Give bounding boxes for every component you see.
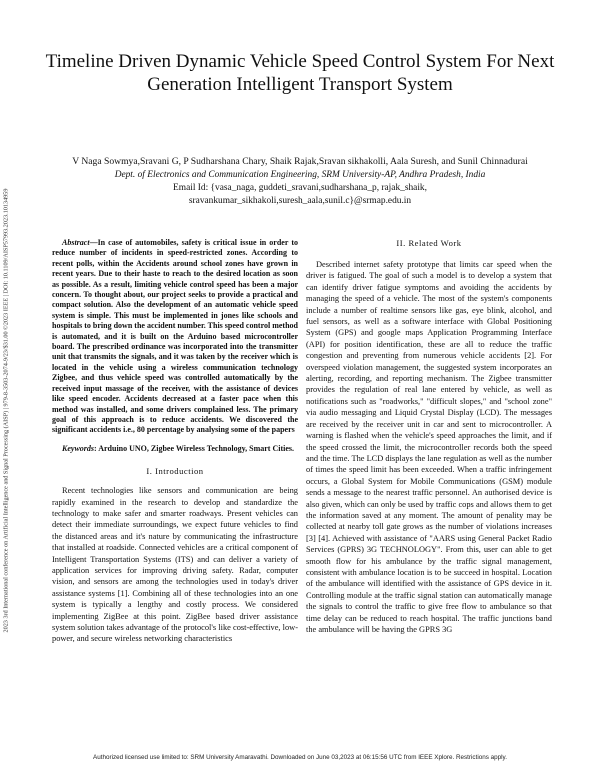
right-column <box>306 238 552 635</box>
keywords <box>52 444 298 454</box>
related-work-paragraph: Described internet safety prototype that limits car speed when the driver is fatigued. The goal of such a model is to develop a system that can identify driver fatigue symptoms and avoiding the accidents by managing the speed of a vehicle. The most of the system's components include a number of realtime sensors like gas, eye blink, alcohol, and fuel sensors, as well as a software interface with Global Positioning System (GPS) and google maps Application Programming Interface (API) for position identification, these are all to reduce the traffic congestion and preventing from numerous vehicle accidents [2]. For overspeed violation management, the suggested system incorporates an alerting, recording, and reporting mechanism. The Zigbee transmitter provides the regulation of real lane entered by vehicle, as well as notifications such as "roadworks," "difficult slopes," and "school zone" via audio messaging and Liquid Crystal Display (LCD). The messages are received by the receiver unit in car and sent to microcontroller. A warning is flashed when the vehicle's speed approaches the limit, and if the speed crossed the limit, the microcontroller records both the speed and the time. The LCD displays the lane regulation as well as the number of times the speed limit has been exceeded. When a traffic infringement occurs, a Global System for Mobile Communications (GSM) module sends a message to the nearest traffic personnel. An authorised device is also given, which can only be used by traffic cops and allows them to get the information saved at any moment. The amount of penality may be collected at nearby toll gate grows as the number of violations increases [3] [4]. Achieved with assistance of "AARS using General Packet Radio Services (GPRS) 3G TECHNOLOGY". From this, user can able to get smooth flow for his ambulance by the traffic signal management, consistent with ambulance location is to be succeed in hospital. Location of the ambulance will identified with the assistance of GPS device in it. Controlling module at the traffic signal station can automatically manage the signals to control the traffic to give free flow to ambulance so that time delay can be reduced to reach hospital. The traffic junctions band the ambulance will be having the GPRS 3G <box>306 260 552 634</box>
introduction-paragraph: Recent technologies like sensors and communication are being rapidly examined in the research to develop and standardize the technology to make safer and smarter roadways. Present vehicles can detect their immediate surroundings, we expect future vehicles to find the distanced areas and it's nature by communicating the infrastructure that installed at roadside. Connected vehicles are a critical component of Intelligent Transportation Systems (ITS) and can deliver a variety of application services for improving driving safety. Radar, computer vision, and sensors are among the technologies used in today's driver assistance systems [1]. Combining all of these technologies into an one system is typically a lengthy and costly process. We considered implementing ZigBee at this point. ZigBee based driver assistance system solution takes advantage of the protocol's like cost-effective, low-power, and secure wireless networking characteristics <box>52 486 298 644</box>
affiliation: Dept. of Electronics and Communication Engineering, SRM University-AP, Andhra Pradesh, India <box>114 170 486 180</box>
paper-title: Timeline Driven Dynamic Vehicle Speed Control System For Next Generation Intelligent Transport System <box>45 51 555 95</box>
abstract <box>52 238 298 436</box>
section-heading-related-work: II. Related Work <box>396 238 462 248</box>
section-heading-introduction: I. Introduction <box>146 466 204 477</box>
left-column <box>52 238 298 645</box>
abstract-text: —In case of automobiles, safety is critical issue in order to reduce number of incidents in speed-restricted zones. According to recent polls, within the Accidents around school zones have grown in recent years. Due to their haste to reach to the desired location as soon as possible. As a result, limiting vehicle control speed has been a major concern. To thought about, our project seeks to provide a practical and compact solution. Also the development of an automatic vehicle speed system is simple. This must be implemented in jones like schools and hospitals to bring down the accident number. This speed control method is automated, and it is built on the Arduino based microcontroller board. The prescribed ordinance was incorporated into the transmitter unit that transmits the signals, and it was taken by the receiver which is located in the vehicle using a wireless communication technology Zigbee, and thus vehicle speed was controlled automatically by the received input massage of the receiver, with the assistance of devices like speed encoder. Accidents decreased at a faster pace when this method was installed, and some drivers complained less. The primary goal of this approach is to reduce accidents. We discovered the significant accidents i.e., 80 percentage by analysing some of the papers <box>52 238 298 435</box>
download-footer: Authorized licensed use limited to: SRM University Amaravathi. Downloaded on June 03,2023 at 06:15:56 UTC from IEEE Xplore. Restrictions apply. <box>93 754 507 761</box>
keywords-text: : Arduino UNO, Zigbee Wireless Technology, Smart Cities. <box>94 443 295 453</box>
conference-sidebar-text: 2023 3rd International conference on Artificial Intelligence and Signal Processing (AISP) | 979-8-3503-2074-9/23/$31.00 ©2023 IEEE | DOI: 10.1109/AISP57993.2023.10134959 <box>2 188 10 632</box>
abstract-lead: Abstract <box>62 238 90 247</box>
keywords-lead: Keywords <box>62 443 94 453</box>
email-line-1: Email Id: {vasa_naga, guddeti_sravani,sudharshana_p, rajak_shaik, <box>173 183 427 193</box>
email-line-2: sravankumar_sikhakoli,suresh_aala,sunil.c}@srmap.edu.in <box>188 196 412 206</box>
conference-sidebar <box>0 100 12 720</box>
author-list: V Naga Sowmya,Sravani G, P Sudharshana Chary, Shaik Rajak,Sravan sikhakolli, Aala Suresh, and Sunil Chinnadurai <box>72 156 528 167</box>
